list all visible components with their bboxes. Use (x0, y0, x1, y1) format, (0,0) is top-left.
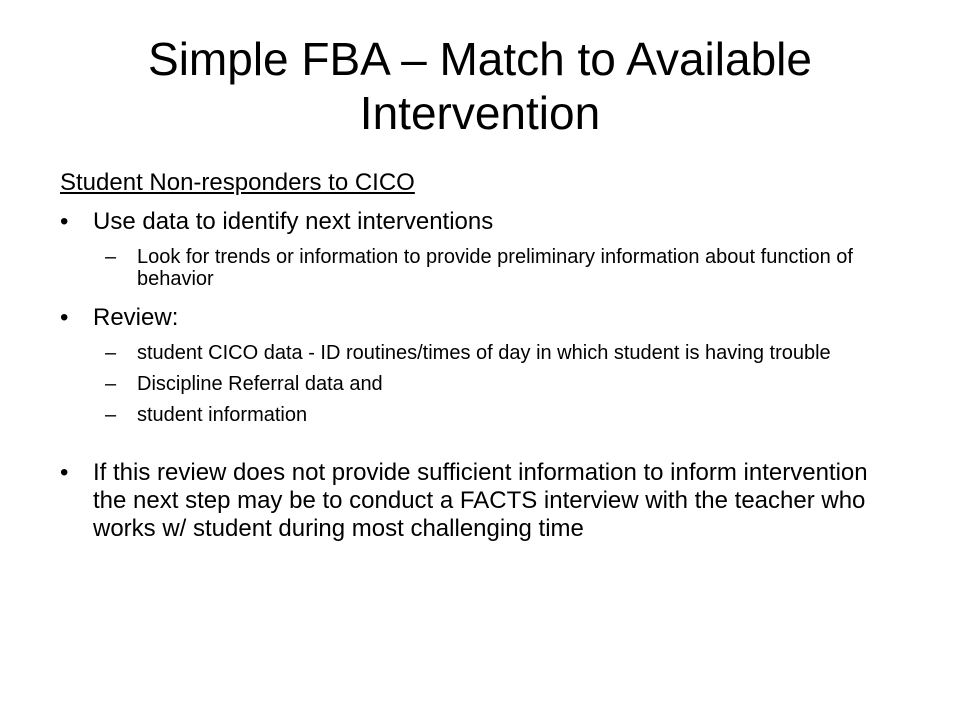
slide-title: Simple FBA – Match to Available Intervention (148, 33, 812, 139)
spacer (60, 435, 900, 459)
bullet-marker: • (60, 208, 69, 235)
bullet-item (60, 208, 900, 236)
bullet-text: Use data to identify next interventions (93, 208, 494, 235)
dash-marker: – (105, 373, 117, 395)
bullet-item (60, 459, 900, 543)
sub-bullet-item (105, 246, 900, 290)
sub-bullet-text: student CICO data - ID routines/times of day in which student is having trouble (137, 342, 831, 364)
bullet-marker: • (60, 304, 69, 331)
dash-marker: – (105, 404, 117, 426)
sub-bullet-item (105, 342, 900, 364)
section-heading: Student Non-responders to CICO (60, 169, 415, 196)
dash-marker: – (105, 342, 117, 364)
sub-bullet-text: student information (137, 404, 308, 426)
bullet-text: If this review does not provide sufficient information to inform intervention the next step may be to conduct a FACTS interview with the teacher who works w/ student during most challenging time (93, 459, 868, 542)
bullet-item (60, 304, 900, 332)
sub-bullet-text: Look for trends or information to provide preliminary information about function of behavior (137, 246, 853, 290)
sub-bullet-item (105, 404, 900, 426)
bullet-marker: • (60, 459, 69, 486)
sub-bullet-text: Discipline Referral data and (137, 373, 383, 395)
dash-marker: – (105, 246, 117, 268)
sub-bullet-item (105, 373, 900, 395)
slide-body (60, 168, 900, 553)
bullet-text: Review: (93, 304, 179, 331)
